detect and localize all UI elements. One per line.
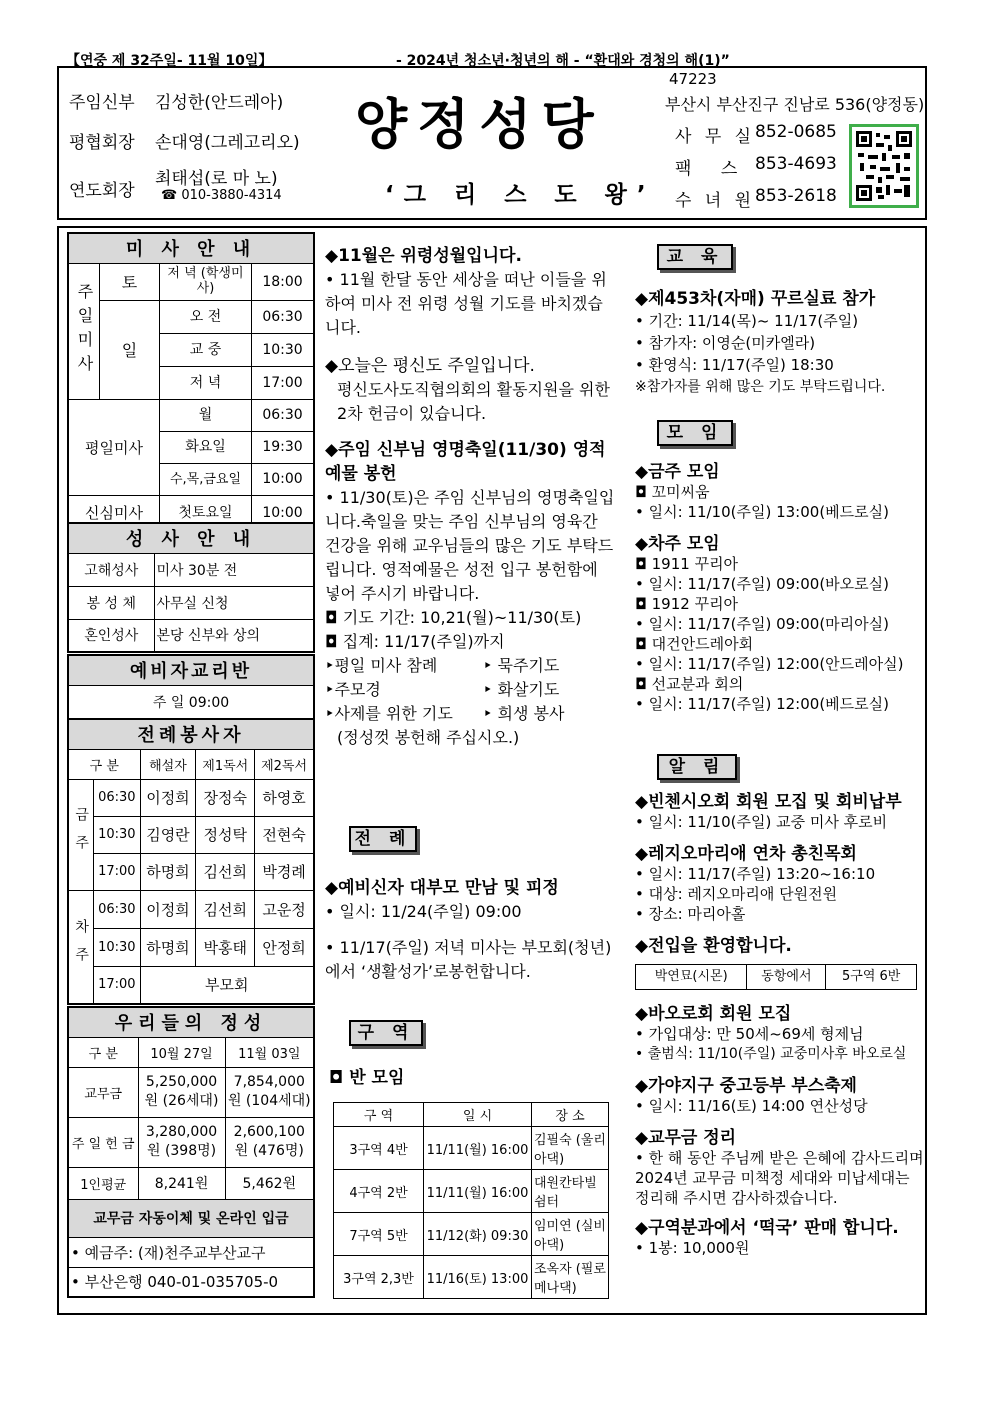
meeting-section-label: 모 임	[657, 420, 733, 446]
district-cell: 7구역 5반	[334, 1213, 424, 1256]
district-cell: 11/11(월) 16:00	[424, 1170, 532, 1213]
newcomer-cell: 동항에서	[747, 965, 826, 990]
notice-line: • 대상: 레지오마리애 단원전원	[635, 885, 838, 903]
notice-line: • 일시: 11/17(주일) 09:00(바오로실)	[635, 575, 889, 593]
notice-title: ◆11월은 위령성월입니다.	[325, 246, 522, 266]
notice-title: ◆오늘은 평신도 주일입니다.	[325, 356, 535, 376]
weekday-mass-label: 평일미사	[68, 399, 160, 495]
council-label: 평협회장	[69, 133, 135, 153]
district-table	[333, 1102, 609, 1299]
offering-item: ‣ 묵주기도	[483, 656, 560, 675]
server-name: 김선희	[196, 890, 255, 928]
notice-line: • 일시: 11/16(토) 14:00 연산성당	[635, 1097, 868, 1115]
notice-body: • 11/17(주일) 저녁 미사는 부모회(청년)에서 ‘생활성가’로봉헌합니다.	[325, 938, 612, 981]
sunday-slot: 저 녁	[160, 367, 252, 399]
elder-phone: ☎ 010-3880-4314	[161, 188, 282, 203]
mass-section-title: 미 사 안 내	[68, 233, 314, 263]
weekday-slot: 월	[160, 400, 252, 431]
server-name: 정성탁	[196, 816, 255, 853]
notice-line: • 일시: 11/17(주일) 12:00(베드로실)	[635, 695, 889, 713]
weekday-time: 19:30	[262, 438, 303, 455]
server-name: 박경례	[255, 853, 314, 890]
notice-line: • 한 해 동안 주님께 받은 은혜에 감사드리며 2024년 교무금 미책정 세대와 미납세대는 정리해 주시면 감사하겠습니다.	[635, 1149, 924, 1207]
notice-title: ◆바오로회 회원 모집	[635, 1004, 792, 1024]
offering-amount: 8,241원	[138, 1167, 225, 1199]
notice-line: • 기간: 11/14(목)~ 11/17(주일)	[635, 312, 859, 330]
notice-title: ◆제453차(자매) 꾸르실료 참가	[635, 289, 876, 309]
servers-title: 전례봉사자	[68, 719, 314, 749]
notice-line: ◘ 1911 꾸리아	[635, 555, 739, 573]
devotion-mass-label: 신심미사	[68, 495, 160, 531]
saturday-type: 저 녁 (학생미사)	[160, 264, 252, 300]
district-cell: 3구역 4반	[334, 1127, 424, 1170]
prayer-period: ◘ 기도 기간: 10,21(월)~11/30(토)	[325, 608, 582, 627]
offering-amount: 7,854,000원 (104세대)	[225, 1067, 314, 1117]
sacrament-info: 사무실 신청	[154, 586, 314, 619]
server-name: 이정희	[140, 890, 196, 928]
offering-item: ‣사제를 위한 기도	[325, 704, 453, 723]
servers-header: 구 분	[68, 749, 140, 779]
office-phone: 852-0685	[755, 122, 837, 142]
address: 부산시 부산진구 진남로 536(양정동)	[665, 95, 925, 114]
server-name: 하명희	[140, 928, 196, 966]
notice-title: ◆금주 모임	[635, 462, 720, 482]
church-motto: ‘그 리 스 도 왕’	[385, 182, 656, 208]
notice-line: ◘ 꼬미씨움	[635, 483, 710, 501]
middle-column	[325, 244, 615, 750]
weekday-slot: 수,목,금요일	[160, 464, 252, 495]
liturgy-notices	[325, 876, 615, 984]
education-notice	[635, 288, 925, 398]
server-time: 06:30	[94, 890, 140, 928]
notice-body: • 일시: 11/24(주일) 09:00	[325, 902, 522, 921]
notice-line: • 장소: 마리아홀	[635, 905, 746, 923]
notice-line: • 가입대상: 만 50세~69세 형제님	[635, 1025, 864, 1043]
servers-table	[67, 718, 315, 1005]
district-cell: 4구역 2반	[334, 1170, 424, 1213]
convent-label: 수 녀 원	[675, 191, 756, 211]
offering-title: 우리들의 정성	[68, 1007, 314, 1037]
notice-body: 평신도사도직협의회의 활동지원을 위한 2차 헌금이 있습니다.	[337, 380, 610, 423]
sunday-slot: 교 중	[160, 334, 252, 366]
council-name: 손대영(그레고리오)	[155, 133, 300, 153]
district-cell: 11/11(월) 16:00	[424, 1127, 532, 1170]
server-time: 17:00	[94, 853, 140, 890]
server-name: 이정희	[140, 779, 196, 816]
qr-code-icon[interactable]	[849, 124, 919, 208]
server-name: 김선희	[196, 853, 255, 890]
newcomer-cell: 박연묘(시몬)	[636, 965, 747, 990]
server-time: 17:00	[94, 966, 140, 1004]
prayer-tally: ◘ 집계: 11/17(주일)까지	[325, 632, 505, 651]
notice-title: ◆가야지구 중고등부 부스축제	[635, 1076, 857, 1096]
sacrament-info: 본당 신부와 상의	[154, 619, 314, 652]
server-name: 하영호	[255, 779, 314, 816]
announcements	[635, 792, 927, 1258]
servers-header: 제1독서	[196, 749, 255, 779]
district-cell: 11/12(화) 09:30	[424, 1213, 532, 1256]
server-time: 06:30	[94, 779, 140, 816]
district-header: 일 시	[424, 1103, 532, 1127]
liturgy-section-label: 전 례	[349, 826, 417, 852]
offering-amount: 3,280,000원 (398명)	[138, 1117, 225, 1167]
district-cell: 김필숙 (울리아댁)	[532, 1127, 609, 1170]
server-name: 하명희	[140, 853, 196, 890]
newcomer-cell: 5구역 6반	[826, 965, 917, 990]
server-name: 장정숙	[196, 779, 255, 816]
district-cell: 3구역 2,3반	[334, 1256, 424, 1299]
this-week-label: 금주	[68, 779, 94, 890]
notice-title: ◆예비신자 대부모 만남 및 피정	[325, 878, 559, 898]
sacraments-title: 성 사 안 내	[68, 523, 314, 553]
offering-item: ‣주모경	[325, 680, 381, 699]
announcement-section-label: 알 림	[657, 754, 737, 780]
server-group: 부모회	[140, 966, 314, 1004]
server-name: 전현숙	[255, 816, 314, 853]
notice-line: • 환영식: 11/17(주일) 18:30	[635, 356, 834, 374]
education-section-label: 교 육	[657, 244, 733, 270]
offering-items	[325, 654, 615, 726]
sunday-time: 06:30	[262, 308, 303, 325]
weekday-time: 06:30	[262, 406, 303, 423]
sunday-slot: 오 전	[160, 301, 252, 333]
server-time: 10:30	[94, 928, 140, 966]
offering-type: 1인평균	[68, 1167, 138, 1199]
offering-header: 11월 03일	[225, 1037, 314, 1067]
notice-line: • 일시: 11/17(주일) 12:00(안드레아실)	[635, 655, 904, 673]
pastor-label: 주임신부	[69, 93, 135, 113]
district-section-label: 구 역	[349, 1020, 423, 1046]
server-name: 김영란	[140, 816, 196, 853]
meeting-notices	[635, 462, 927, 714]
year-theme: - 2024년 청소년·청년의 해 - “환대와 경청의 해(1)”	[396, 53, 730, 69]
sacrament-name: 고해성사	[68, 553, 154, 586]
church-name: 양정성당	[355, 92, 604, 156]
sunday-time: 17:00	[262, 374, 303, 391]
offering-item: ‣평일 미사 참례	[325, 656, 438, 675]
district-header: 구 역	[334, 1103, 424, 1127]
notice-line: ◘ 1912 꾸리아	[635, 595, 739, 613]
sunday-time: 10:30	[262, 341, 303, 358]
weekday-time: 10:00	[262, 470, 303, 487]
account-holder: • 예금주: (재)천주교부산교구	[68, 1237, 314, 1267]
server-name: 고운정	[255, 890, 314, 928]
weekday-slot: 화요일	[160, 432, 252, 463]
notice-title: ◆차주 모임	[635, 534, 720, 554]
saturday-time: 18:00	[262, 273, 303, 290]
devotion-slot: 첫토요일	[160, 496, 252, 530]
notice-body: • 11/30(토)은 주임 신부님의 영명축일입니다.축일을 맞는 주임 신부님의 영육간 건강을 위해 교우님들의 많은 기도 부탁드립니다. 영적예물은 성전 입구 봉헌함에 넣어 주시기 바랍니다.	[325, 488, 615, 603]
mass-schedule-table	[67, 232, 315, 532]
district-cell: 조옥자 (필로메나댁)	[532, 1256, 609, 1299]
server-name: 안정희	[255, 928, 314, 966]
sunday-mass-label: 주일미사	[68, 263, 100, 399]
offering-type: 주 일 헌 금	[68, 1117, 138, 1167]
notice-line: • 1봉: 10,000원	[635, 1239, 750, 1257]
catechumen-table	[67, 654, 315, 720]
notice-line: • 일시: 11/10(주일) 교중 미사 후로비	[635, 813, 888, 831]
server-time: 10:30	[94, 816, 140, 853]
notice-line: • 일시: 11/10(주일) 13:00(베드로실)	[635, 503, 889, 521]
sacrament-name: 봉 성 체	[68, 586, 154, 619]
notice-line: • 일시: 11/17(주일) 09:00(마리아실)	[635, 615, 889, 633]
bank-account: • 부산은행 040-01-035705-0	[68, 1267, 314, 1297]
district-header: 장 소	[532, 1103, 609, 1127]
notice-title: ◆구역분과에서 ‘떡국’ 판매 합니다.	[635, 1218, 899, 1238]
newcomer-table	[635, 964, 917, 990]
fax-number: 853-4693	[755, 154, 837, 174]
offering-table	[67, 1006, 315, 1298]
sunday-label: 일	[100, 300, 160, 399]
district-subtitle: ◘ 반 모임	[329, 1068, 405, 1088]
notice-line: ◘ 대건안드레아회	[635, 635, 754, 653]
notice-title: ◆교무금 정리	[635, 1128, 737, 1148]
fax-label: 팩 스	[675, 159, 750, 179]
office-label: 사 무 실	[675, 127, 756, 147]
notice-line: • 참가자: 이영순(미카엘라)	[635, 334, 816, 352]
elder-label: 연도회장	[69, 181, 135, 201]
notice-title: ◆주임 신부님 영명축일(11/30) 영적예물 봉헌	[325, 440, 606, 484]
pastor-name: 김성한(안드레아)	[155, 93, 284, 113]
offering-item: ‣ 희생 봉사	[483, 704, 565, 723]
server-name: 박홍태	[196, 928, 255, 966]
offering-type: 교무금	[68, 1067, 138, 1117]
offering-header: 10월 27일	[138, 1037, 225, 1067]
district-cell: 대원칸타빌 쉼터	[532, 1170, 609, 1213]
servers-header: 해설자	[140, 749, 196, 779]
issue-label: 【연중 제 32주일- 11월 10일】	[66, 53, 273, 69]
sacrament-info: 미사 30분 전	[154, 553, 314, 586]
catechumen-time: 주 일 09:00	[68, 685, 314, 719]
devotion-time: 10:00	[262, 504, 303, 521]
sacraments-table	[67, 522, 315, 653]
notice-title: ◆레지오마리애 연차 총친목회	[635, 844, 857, 864]
saturday-label: 토	[100, 263, 160, 300]
notice-title: ◆빈첸시오회 회원 모집 및 회비납부	[635, 792, 902, 812]
offering-header: 구 분	[68, 1037, 138, 1067]
sacrament-name: 혼인성사	[68, 619, 154, 652]
notice-title: ◆전입을 환영합니다.	[635, 936, 792, 956]
notice-body: • 11월 한달 동안 세상을 떠난 이들을 위하여 미사 전 위령 성월 기도를 바치겠습니다.	[325, 270, 607, 337]
catechumen-title: 예비자교리반	[68, 655, 314, 685]
content-frame	[57, 226, 927, 1315]
next-week-label: 차주	[68, 890, 94, 1004]
district-cell: 11/16(토) 13:00	[424, 1256, 532, 1299]
offering-amount: 5,250,000원 (26세대)	[138, 1067, 225, 1117]
notice-line: • 일시: 11/17(주일) 13:20~16:10	[635, 865, 876, 883]
district-cell: 임미연 (실비아댁)	[532, 1213, 609, 1256]
elder-name: 최태섭(로 마 노)	[155, 169, 278, 189]
convent-phone: 853-2618	[755, 186, 837, 206]
notice-line: • 출범식: 11/10(주일) 교중미사후 바오로실	[635, 1046, 907, 1062]
notice-line: ※참가자를 위해 많은 기도 부탁드립니다.	[635, 379, 886, 395]
auto-transfer-title: 교무금 자동이체 및 온라인 입금	[68, 1199, 314, 1237]
servers-header: 제2독서	[255, 749, 314, 779]
notice-line: ◘ 선교분과 회의	[635, 675, 744, 693]
offering-amount: 5,462원	[225, 1167, 314, 1199]
offering-note: (정성껏 봉헌해 주십시오.)	[337, 728, 520, 747]
zip-code: 47223	[669, 70, 717, 88]
header	[57, 66, 927, 220]
offering-amount: 2,600,100원 (476명)	[225, 1117, 314, 1167]
offering-item: ‣ 화살기도	[483, 680, 560, 699]
